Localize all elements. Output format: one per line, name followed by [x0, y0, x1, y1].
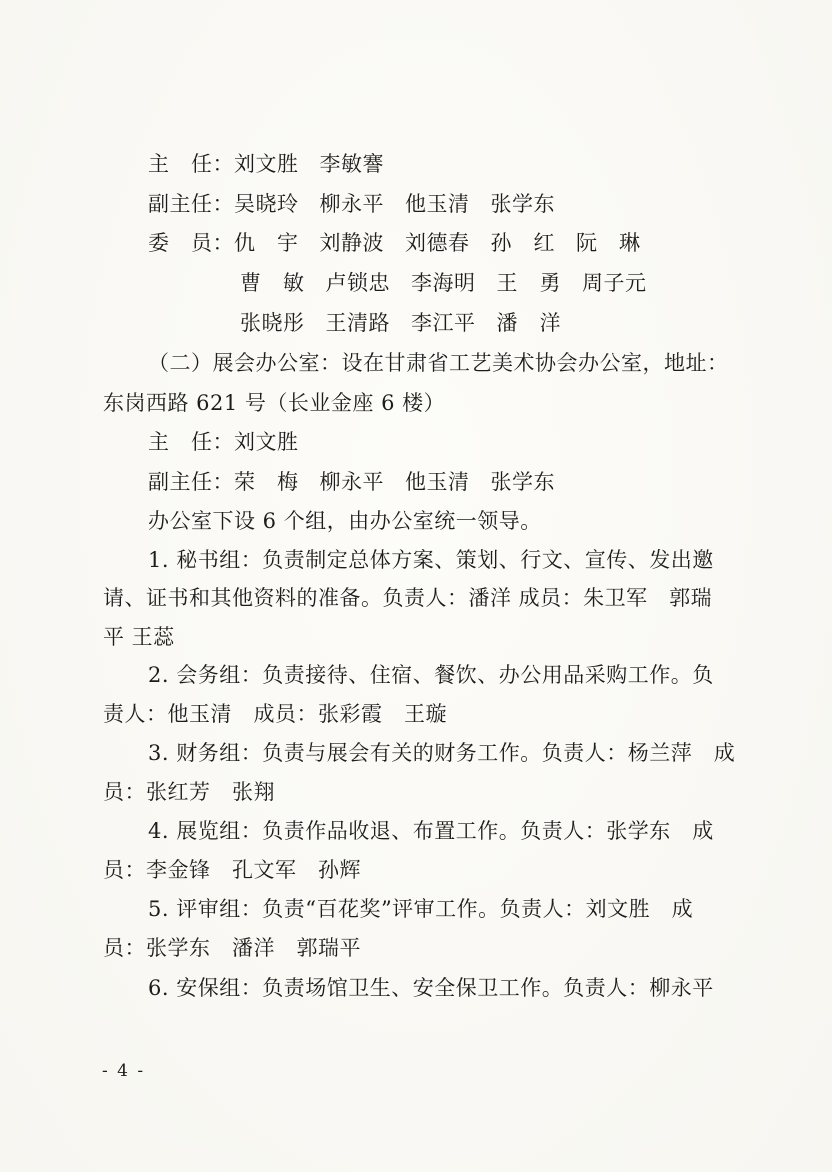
- director-row: [148, 151, 384, 177]
- committee-name: 孙 红: [490, 231, 555, 255]
- group-3-line-2: 员：张红芳 张翔: [103, 780, 275, 804]
- committee-label: 委 员：: [148, 231, 234, 255]
- committee-name: 潘 洋: [496, 311, 561, 335]
- office-heading-line-2: 东岗西路 621 号（长业金座 6 楼）: [103, 391, 446, 415]
- committee-name: 周子元: [582, 271, 647, 295]
- page-number: - 4 -: [102, 1061, 146, 1081]
- group-4-line-2: 员：李金锋 孔文军 孙辉: [103, 858, 361, 882]
- group-3-line-1: 3. 财务组：负责与展会有关的财务工作。负责人：杨兰萍 成: [148, 741, 736, 765]
- office-deputy-name-2: 柳永平: [319, 470, 384, 494]
- office-deputy-label: 副主任：: [148, 470, 234, 494]
- deputy-name-2: 柳永平: [319, 192, 384, 216]
- group-5-line-1: 5. 评审组：负责“百花奖”评审工作。负责人：刘文胜 成: [148, 897, 694, 921]
- director-name-1: 刘文胜: [234, 152, 299, 176]
- deputy-label: 副主任：: [148, 192, 234, 216]
- office-director-name: 刘文胜: [234, 430, 299, 454]
- deputy-name-4: 张学东: [490, 192, 555, 216]
- committee-row-3: [240, 310, 561, 336]
- committee-name: 刘德春: [405, 231, 470, 255]
- committee-name: 阮 琳: [576, 231, 641, 255]
- director-label: 主 任：: [148, 152, 234, 176]
- office-intro: 办公室下设 6 个组，由办公室统一领导。: [148, 509, 542, 533]
- group-6-line-1: 6. 安保组：负责场馆卫生、安全保卫工作。负责人：柳永平: [148, 976, 714, 1000]
- committee-name: 王 勇: [496, 271, 561, 295]
- committee-name: 张晓彤: [240, 311, 305, 335]
- deputy-name-3: 他玉清: [405, 192, 470, 216]
- committee-name: 王清路: [325, 311, 390, 335]
- deputy-name-1: 吴晓玲: [234, 192, 299, 216]
- director-name-2: 李敏謇: [319, 152, 384, 176]
- group-2-line-1: 2. 会务组：负责接待、住宿、餐饮、办公用品采购工作。负: [148, 663, 714, 687]
- committee-name: 李江平: [411, 311, 476, 335]
- committee-row-1: [148, 230, 641, 256]
- committee-name: 曹 敏: [240, 271, 305, 295]
- group-2-line-2: 责人：他玉清 成员：张彩霞 王璇: [103, 702, 447, 726]
- group-1-line-3: 平 王蕊: [103, 625, 175, 649]
- committee-name: 卢锁忠: [325, 271, 390, 295]
- office-deputy-row: [148, 469, 555, 495]
- committee-row-2: [240, 270, 647, 296]
- group-1-line-2: 请、证书和其他资料的准备。负责人：潘洋 成员：朱卫军 郭瑞: [103, 586, 713, 610]
- committee-name: 李海明: [411, 271, 476, 295]
- office-deputy-name-4: 张学东: [490, 470, 555, 494]
- office-deputy-name-1: 荣 梅: [234, 470, 299, 494]
- group-4-line-1: 4. 展览组：负责作品收退、布置工作。负责人：张学东 成: [148, 819, 714, 843]
- committee-name: 刘静波: [319, 231, 384, 255]
- group-5-line-2: 员：张学东 潘洋 郭瑞平: [103, 936, 361, 960]
- office-heading-line-1: （二）展会办公室：设在甘肃省工艺美术协会办公室，地址：: [148, 351, 729, 375]
- office-director-row: [148, 429, 299, 455]
- office-deputy-name-3: 他玉清: [405, 470, 470, 494]
- committee-name: 仇 宇: [234, 231, 299, 255]
- deputy-row: [148, 191, 555, 217]
- group-1-line-1: 1. 秘书组：负责制定总体方案、策划、行文、宣传、发出邀: [148, 548, 714, 572]
- office-director-label: 主 任：: [148, 430, 234, 454]
